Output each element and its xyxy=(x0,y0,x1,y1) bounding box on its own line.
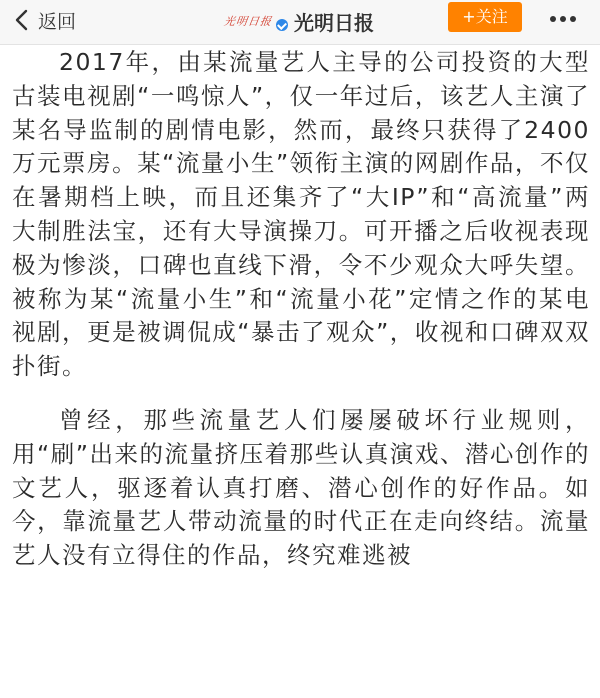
more-dot xyxy=(550,16,556,22)
back-label: 返回 xyxy=(38,10,77,33)
back-button[interactable] xyxy=(10,5,76,35)
more-dots-icon[interactable] xyxy=(548,4,578,34)
page-title: 光明日报 xyxy=(294,10,374,35)
article-body xyxy=(12,46,590,573)
follow-button[interactable]: +关注 xyxy=(448,2,522,32)
top-navigation-bar xyxy=(0,0,600,45)
more-dot xyxy=(560,16,566,22)
account-title xyxy=(224,6,374,36)
verified-badge-icon xyxy=(276,19,288,31)
more-dot xyxy=(570,16,576,22)
newspaper-logo: 光明日报 xyxy=(223,15,273,28)
chevron-left-icon xyxy=(10,7,36,33)
article-paragraph: 曾经，那些流量艺人们屡屡破坏行业规则，用“刷”出来的流量挤压着那些认真演戏、潜心创作的文艺人，驱逐着认真打磨、潜心创作的好作品。如今，靠流量艺人带动流量的时代正在走向终结。流量艺人没有立得住的作品，终究难逃被 xyxy=(12,405,590,570)
article-paragraph: 2017年，由某流量艺人主导的公司投资的大型古装电视剧“一鸣惊人”，仅一年过后，该艺人主演了某名导监制的剧情电影，然而，最终只获得了2400万元票房。某“流量小生”领衔主演的网剧作品，不仅在暑期档上映，而且还集齐了“大IP”和“高流量”两大制胜法宝，还有大导演操刀。可开播之后收视表现极为惨淡，口碑也直线下滑，令不少观众大呼失望。被称为某“流量小生”和“流量小花”定情之作的某电视剧，更是被调侃成“暴击了观众”，收视和口碑双双扑街。 xyxy=(12,48,590,381)
